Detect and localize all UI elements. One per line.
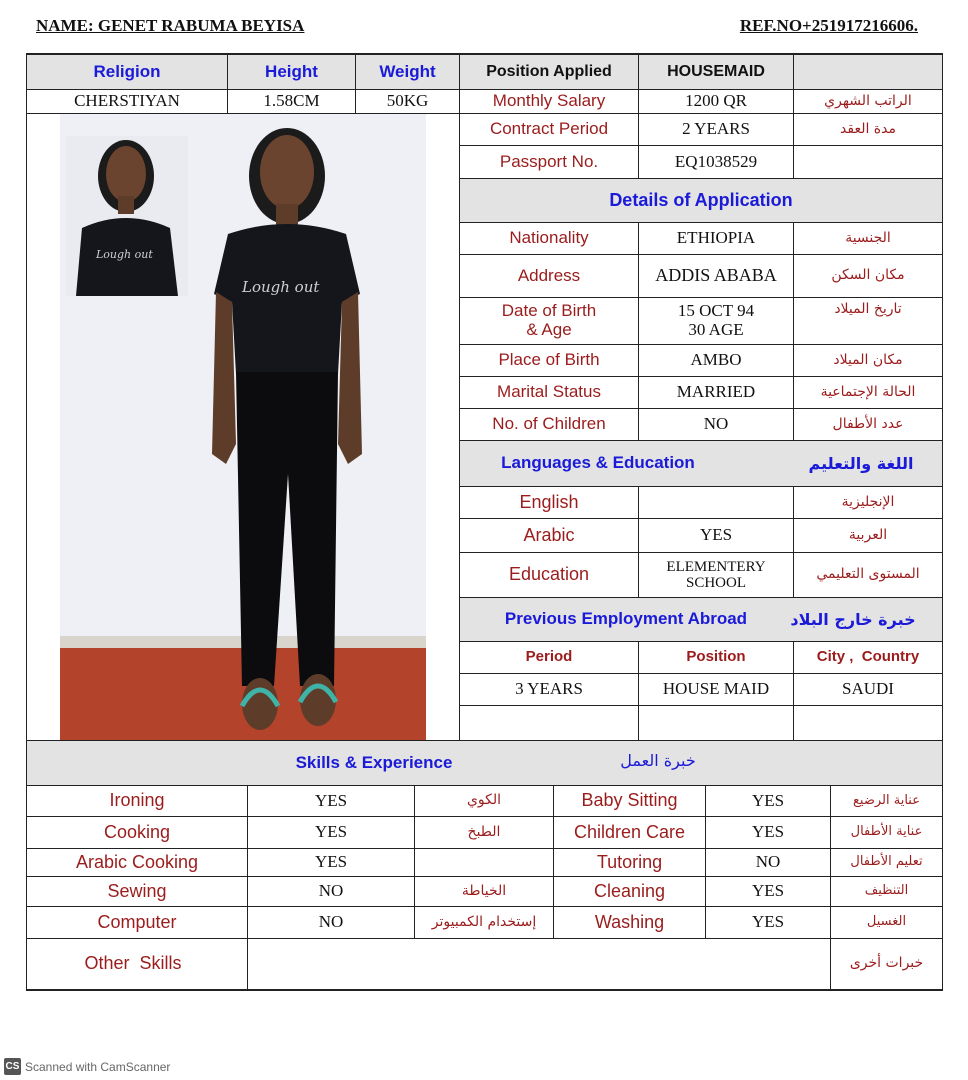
skill-washing-label: Washing — [594, 911, 665, 932]
education-label: Education — [508, 564, 590, 585]
position-applied-value: HOUSEMAID — [667, 63, 765, 81]
education-value-line1: ELEMENTERY — [666, 558, 766, 575]
dob-label-line1: Date of Birth — [501, 301, 597, 321]
salary-value: 1200 QR — [685, 91, 747, 111]
foot-left — [242, 678, 278, 730]
passport-value: EQ1038529 — [674, 151, 758, 171]
employment-period-value: 3 YEARS — [515, 679, 583, 699]
address-arabic: مكان السكن — [831, 267, 905, 284]
english-value — [639, 487, 793, 518]
address-value: ADDIS ABABA — [655, 265, 777, 286]
employment-position-header: Position — [686, 648, 746, 666]
employment-country-value: SAUDI — [842, 679, 894, 699]
dob-age: 30 AGE — [688, 320, 744, 339]
passport-label: Passport No. — [499, 151, 599, 171]
foot-right — [300, 674, 336, 726]
skill-arabic-cooking-label: Arabic Cooking — [75, 851, 199, 872]
employment-position-value: HOUSE MAID — [662, 679, 770, 699]
english-label: English — [519, 491, 579, 512]
camscanner-logo-icon: CS — [4, 1058, 21, 1075]
religion-header: Religion — [93, 61, 161, 81]
contract-arabic: مدة العقد — [840, 120, 896, 137]
skill-cooking-label: Cooking — [103, 821, 171, 842]
children-value: NO — [703, 414, 729, 434]
scanner-watermark — [4, 1058, 170, 1075]
weight-header: Weight — [379, 61, 436, 81]
skill-computer-arabic: إستخدام الكمبيوتر — [431, 913, 537, 930]
salary-label: Monthly Salary — [492, 91, 606, 111]
reference-number: REF.NO+251917216606. — [739, 16, 918, 35]
skill-cleaning-arabic: التنظيف — [864, 883, 909, 899]
shirt-print: Lough out — [242, 278, 320, 296]
portrait-photo — [66, 136, 188, 296]
skill-washing-arabic: الغسيل — [866, 914, 907, 930]
position-applied-label: Position Applied — [486, 63, 612, 81]
skill-arabic-cooking-arabic — [415, 849, 553, 876]
skill-computer-label: Computer — [97, 911, 177, 932]
children-label: No. of Children — [492, 414, 606, 434]
english-arabic: الإنجليزية — [841, 493, 895, 510]
portrait-shirt-print: Lough out — [96, 248, 153, 261]
arm-right — [338, 292, 362, 464]
skills-title-arabic: خبرة العمل — [620, 751, 696, 771]
employment-period-header: Period — [525, 648, 573, 666]
face-shape — [260, 135, 314, 209]
skill-sewing-value: NO — [318, 881, 344, 901]
birthplace-arabic: مكان الميلاد — [833, 351, 903, 368]
address-label: Address — [517, 265, 581, 285]
arabic-label: Arabic — [523, 524, 575, 545]
dob-label — [460, 298, 638, 344]
skills-title: Skills & Experience — [295, 752, 453, 772]
children-arabic: عدد الأطفال — [832, 415, 904, 432]
trousers-shape — [236, 372, 338, 686]
other-skills-arabic: خبرات أخرى — [849, 955, 924, 972]
skill-washing-value: YES — [751, 912, 785, 932]
skill-computer-value: NO — [318, 912, 344, 932]
other-skills-label: Other Skills — [84, 953, 182, 974]
contract-value: 2 YEARS — [682, 119, 750, 139]
skill-cleaning-label: Cleaning — [593, 880, 666, 901]
skill-babysitting-value: YES — [751, 790, 785, 810]
portrait-neck — [118, 196, 134, 214]
nationality-label: Nationality — [509, 228, 589, 248]
marital-arabic: الحالة الإجتماعية — [820, 383, 916, 400]
skill-ironing-value: YES — [314, 790, 348, 810]
arabic-arabic: العربية — [848, 526, 888, 543]
portrait-figure — [66, 136, 188, 296]
candidate-name: NAME: GENET RABUMA BEYISA — [36, 16, 305, 35]
skill-cooking-value: YES — [314, 822, 348, 842]
photo-panel — [60, 114, 426, 740]
contract-label: Contract Period — [489, 119, 609, 139]
height-value: 1.58CM — [263, 91, 320, 111]
skill-cooking-arabic: الطبخ — [467, 823, 501, 840]
height-header: Height — [265, 61, 318, 81]
employment-country-header: City , Country — [816, 648, 920, 666]
employment-title-arabic: خبرة خارج البلاد — [790, 609, 916, 629]
skill-arabic-cooking-value: YES — [314, 852, 348, 872]
portrait-face — [106, 146, 146, 202]
skill-sewing-label: Sewing — [107, 880, 167, 901]
arabic-value: YES — [699, 525, 733, 545]
education-arabic: المستوى التعليمي — [816, 566, 920, 583]
skill-cleaning-value: YES — [751, 881, 785, 901]
arm-left — [212, 292, 236, 464]
dob-arabic: تاريخ الميلاد — [834, 301, 902, 318]
birthplace-value: AMBO — [690, 350, 742, 370]
skill-tutoring-label: Tutoring — [596, 851, 663, 872]
scanner-watermark-text: Scanned with CamScanner — [25, 1059, 171, 1074]
marital-label: Marital Status — [497, 382, 601, 402]
nationality-value: ETHIOPIA — [676, 228, 756, 248]
skill-sewing-arabic: الخياطة — [461, 882, 507, 899]
skill-tutoring-value: NO — [755, 852, 781, 872]
dob-label-line2: & Age — [526, 320, 572, 339]
religion-value: CHERSTIYAN — [74, 91, 180, 111]
languages-title-arabic: اللغة والتعليم — [808, 453, 914, 473]
salary-arabic: الراتب الشهري — [824, 92, 912, 109]
skill-ironing-label: Ironing — [109, 790, 165, 811]
shirt-shape — [214, 224, 360, 374]
education-value — [639, 553, 793, 597]
skill-childcare-label: Children Care — [573, 821, 686, 842]
marital-value: MARRIED — [676, 382, 756, 402]
nationality-arabic: الجنسية — [845, 229, 891, 246]
weight-value: 50KG — [386, 91, 429, 111]
skill-ironing-arabic: الكوي — [466, 792, 502, 809]
details-title: Details of Application — [609, 189, 793, 210]
skill-childcare-arabic: عناية الأطفال — [850, 824, 923, 840]
dob-date: 15 OCT 94 — [677, 301, 755, 321]
employment-title: Previous Employment Abroad — [504, 609, 748, 629]
education-value-line2: SCHOOL — [685, 575, 746, 591]
birthplace-label: Place of Birth — [498, 350, 600, 370]
skill-babysitting-arabic: عناية الرضيع — [853, 792, 920, 808]
skill-babysitting-label: Baby Sitting — [581, 790, 678, 811]
dob-value — [639, 298, 793, 344]
skill-tutoring-arabic: تعليم الأطفال — [850, 854, 923, 870]
skill-childcare-value: YES — [751, 822, 785, 842]
languages-title: Languages & Education — [501, 453, 695, 473]
